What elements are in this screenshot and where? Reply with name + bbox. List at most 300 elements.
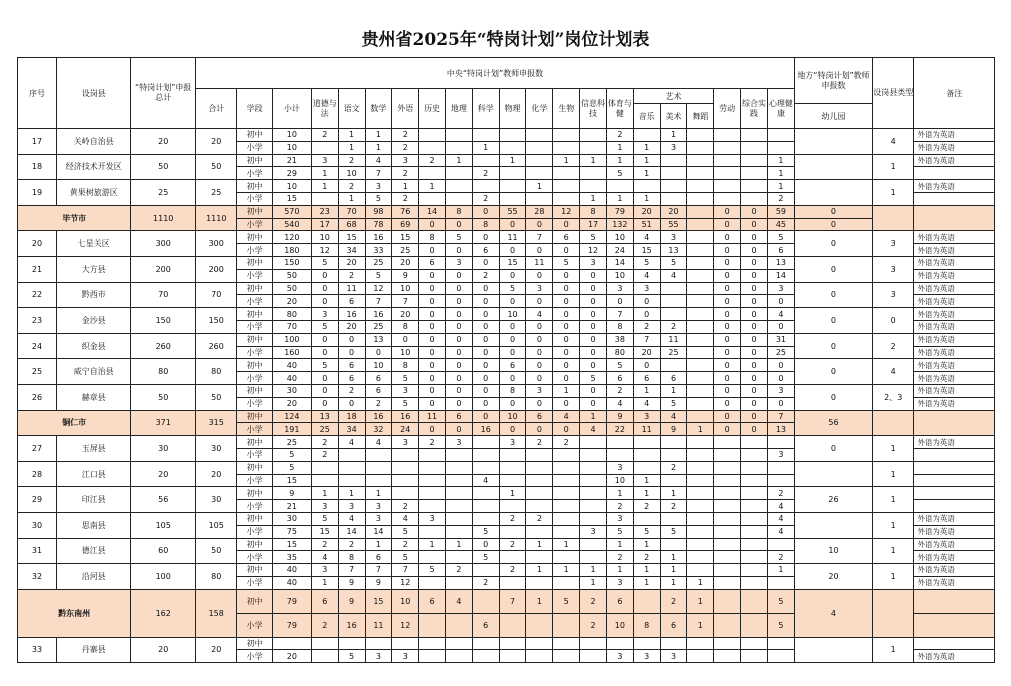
- plan-total: 20: [131, 129, 196, 155]
- central-total: 20: [196, 461, 237, 487]
- header-subject: 外语: [392, 89, 419, 129]
- value-cell: 25: [767, 346, 794, 359]
- value-cell: 33: [365, 244, 392, 257]
- value-cell: 2: [660, 500, 687, 513]
- value-cell: 6: [365, 372, 392, 385]
- value-cell: 70: [338, 205, 365, 218]
- county-name: 黄果树旅游区: [57, 180, 131, 206]
- value-cell: [687, 538, 714, 551]
- value-cell: [580, 650, 607, 663]
- value-cell: [553, 474, 580, 487]
- value-cell: 14: [365, 525, 392, 538]
- value-cell: [741, 637, 768, 650]
- value-cell: 15: [272, 538, 311, 551]
- value-cell: 0: [472, 359, 499, 372]
- value-cell: 15: [272, 474, 311, 487]
- table-row: [18, 180, 995, 193]
- county-type: 1: [872, 154, 913, 180]
- value-cell: 0: [311, 282, 338, 295]
- remark: 外语为英语: [914, 295, 995, 308]
- value-cell: 0: [553, 359, 580, 372]
- value-cell: 0: [553, 320, 580, 333]
- value-cell: 5: [633, 256, 660, 269]
- value-cell: 0: [553, 244, 580, 257]
- value-cell: 0: [445, 218, 472, 231]
- value-cell: 0: [419, 372, 446, 385]
- value-cell: 10: [338, 167, 365, 180]
- value-cell: 3: [606, 650, 633, 663]
- value-cell: 13: [365, 333, 392, 346]
- value-cell: 2: [553, 436, 580, 449]
- value-cell: [660, 308, 687, 321]
- value-cell: 11: [499, 231, 526, 244]
- value-cell: [687, 359, 714, 372]
- header-subject: 数学: [365, 89, 392, 129]
- value-cell: [526, 576, 553, 589]
- remark: 外语为英语: [914, 244, 995, 257]
- value-cell: 1: [633, 576, 660, 589]
- value-cell: 25: [365, 320, 392, 333]
- header-heji: 合计: [196, 89, 237, 129]
- value-cell: 2: [633, 551, 660, 564]
- value-cell: [472, 180, 499, 193]
- value-cell: 6: [419, 589, 446, 613]
- value-cell: 0: [767, 397, 794, 410]
- value-cell: 7: [365, 295, 392, 308]
- value-cell: [714, 487, 741, 500]
- value-cell: 0: [526, 372, 553, 385]
- value-cell: 6: [445, 410, 472, 423]
- row-seq: 24: [18, 333, 57, 359]
- value-cell: 3: [311, 564, 338, 577]
- header-subject: 化学: [526, 89, 553, 129]
- value-cell: 5: [311, 320, 338, 333]
- row-seq: 33: [18, 637, 57, 663]
- header-subject: 物理: [499, 89, 526, 129]
- value-cell: 80: [272, 308, 311, 321]
- value-cell: [445, 461, 472, 474]
- value-cell: 2: [660, 461, 687, 474]
- remark: 外语为英语: [914, 576, 995, 589]
- value-cell: 0: [445, 282, 472, 295]
- value-cell: [741, 474, 768, 487]
- value-cell: 0: [741, 372, 768, 385]
- value-cell: [553, 576, 580, 589]
- value-cell: [580, 487, 607, 500]
- value-cell: [580, 167, 607, 180]
- value-cell: 15: [392, 231, 419, 244]
- value-cell: 1: [580, 154, 607, 167]
- value-cell: 3: [365, 512, 392, 525]
- value-cell: [633, 436, 660, 449]
- value-cell: 15: [499, 256, 526, 269]
- value-cell: 30: [272, 384, 311, 397]
- value-cell: [445, 448, 472, 461]
- value-cell: 75: [272, 525, 311, 538]
- county-name: 经济技术开发区: [57, 154, 131, 180]
- value-cell: 12: [553, 205, 580, 218]
- value-cell: 4: [338, 436, 365, 449]
- value-cell: 0: [767, 372, 794, 385]
- value-cell: 2: [472, 167, 499, 180]
- value-cell: [687, 282, 714, 295]
- county-type: 1: [872, 637, 913, 663]
- value-cell: [499, 613, 526, 637]
- kindergarten-value: 0: [794, 436, 872, 462]
- value-cell: 3: [311, 154, 338, 167]
- remark: 外语为英语: [914, 256, 995, 269]
- value-cell: 5: [580, 372, 607, 385]
- value-cell: [445, 500, 472, 513]
- value-cell: 20: [392, 308, 419, 321]
- value-cell: [741, 512, 768, 525]
- value-cell: [472, 564, 499, 577]
- value-cell: 3: [660, 141, 687, 154]
- value-cell: 7: [365, 167, 392, 180]
- value-cell: 0: [741, 218, 768, 231]
- remark: 外语为英语: [914, 650, 995, 663]
- county-name: 七星关区: [57, 231, 131, 257]
- row-seq: 32: [18, 564, 57, 590]
- value-cell: 2: [660, 589, 687, 613]
- value-cell: 0: [714, 218, 741, 231]
- region-name: 毕节市: [18, 205, 131, 231]
- value-cell: 2: [767, 551, 794, 564]
- value-cell: [687, 129, 714, 142]
- value-cell: [472, 461, 499, 474]
- value-cell: 0: [714, 372, 741, 385]
- plan-total: 105: [131, 512, 196, 538]
- value-cell: 0: [472, 256, 499, 269]
- value-cell: 2: [499, 538, 526, 551]
- value-cell: 69: [392, 218, 419, 231]
- value-cell: 3: [392, 154, 419, 167]
- value-cell: 6: [338, 359, 365, 372]
- plan-total: 162: [131, 589, 196, 637]
- value-cell: 0: [526, 269, 553, 282]
- value-cell: 0: [526, 295, 553, 308]
- value-cell: 1: [365, 129, 392, 142]
- value-cell: 1: [311, 576, 338, 589]
- value-cell: 10: [606, 269, 633, 282]
- header-subject: 语文: [338, 89, 365, 129]
- county-type: 2、3: [872, 384, 913, 410]
- value-cell: [741, 487, 768, 500]
- value-cell: 2: [767, 487, 794, 500]
- value-cell: 7: [499, 589, 526, 613]
- value-cell: 0: [553, 269, 580, 282]
- value-cell: [419, 650, 446, 663]
- kindergarten-value: 0: [794, 218, 872, 231]
- header-subject: 信息科技: [580, 89, 607, 129]
- value-cell: [741, 154, 768, 167]
- value-cell: 20: [338, 256, 365, 269]
- kindergarten-value: 56: [794, 410, 872, 436]
- value-cell: [553, 129, 580, 142]
- value-cell: [741, 525, 768, 538]
- header-subject: 心理健康: [767, 89, 794, 129]
- subtotal-row: [18, 205, 995, 218]
- value-cell: [553, 448, 580, 461]
- value-cell: 1: [526, 180, 553, 193]
- county-type: 1: [872, 436, 913, 462]
- value-cell: 1: [660, 129, 687, 142]
- value-cell: [687, 244, 714, 257]
- stage-label: 初中: [237, 512, 272, 525]
- value-cell: 5: [553, 256, 580, 269]
- value-cell: 132: [606, 218, 633, 231]
- value-cell: 1: [767, 167, 794, 180]
- value-cell: 6: [338, 372, 365, 385]
- value-cell: 0: [714, 397, 741, 410]
- plan-total: 20: [131, 461, 196, 487]
- value-cell: 5: [392, 372, 419, 385]
- value-cell: 79: [272, 613, 311, 637]
- table-row: [18, 129, 995, 142]
- stage-label: 初中: [237, 384, 272, 397]
- value-cell: 0: [553, 397, 580, 410]
- value-cell: 13: [311, 410, 338, 423]
- kindergarten-value: 0: [794, 282, 872, 308]
- table-row: [18, 282, 995, 295]
- value-cell: [687, 637, 714, 650]
- value-cell: 40: [272, 372, 311, 385]
- value-cell: 0: [741, 295, 768, 308]
- stage-label: 小学: [237, 500, 272, 513]
- value-cell: [272, 637, 311, 650]
- remark: [914, 637, 995, 650]
- value-cell: [499, 141, 526, 154]
- value-cell: [714, 576, 741, 589]
- value-cell: 3: [633, 410, 660, 423]
- value-cell: 16: [338, 613, 365, 637]
- value-cell: 0: [741, 346, 768, 359]
- value-cell: 0: [580, 282, 607, 295]
- value-cell: [499, 474, 526, 487]
- value-cell: [526, 192, 553, 205]
- header-subject-art: 舞蹈: [687, 104, 714, 129]
- value-cell: 160: [272, 346, 311, 359]
- value-cell: 5: [767, 589, 794, 613]
- value-cell: 0: [714, 244, 741, 257]
- value-cell: [419, 551, 446, 564]
- value-cell: [499, 637, 526, 650]
- value-cell: 5: [419, 564, 446, 577]
- value-cell: [338, 461, 365, 474]
- value-cell: 0: [338, 346, 365, 359]
- value-cell: [445, 474, 472, 487]
- value-cell: 1: [633, 564, 660, 577]
- stage-label: 小学: [237, 576, 272, 589]
- value-cell: 3: [660, 650, 687, 663]
- value-cell: 10: [272, 141, 311, 154]
- value-cell: 1: [767, 180, 794, 193]
- value-cell: 24: [606, 244, 633, 257]
- value-cell: [526, 551, 553, 564]
- value-cell: [419, 525, 446, 538]
- remark: 外语为英语: [914, 359, 995, 372]
- value-cell: [660, 295, 687, 308]
- row-seq: 18: [18, 154, 57, 180]
- value-cell: 0: [445, 423, 472, 436]
- value-cell: 5: [311, 256, 338, 269]
- value-cell: [660, 180, 687, 193]
- value-cell: 0: [553, 295, 580, 308]
- kindergarten-value: [794, 512, 872, 538]
- value-cell: [445, 650, 472, 663]
- county-type: [872, 589, 913, 637]
- county-name: 威宁自治县: [57, 359, 131, 385]
- value-cell: 0: [633, 359, 660, 372]
- value-cell: [526, 525, 553, 538]
- value-cell: [606, 637, 633, 650]
- central-total: 50: [196, 384, 237, 410]
- value-cell: 6: [499, 359, 526, 372]
- value-cell: 5: [660, 256, 687, 269]
- value-cell: [687, 474, 714, 487]
- value-cell: [580, 551, 607, 564]
- value-cell: [419, 487, 446, 500]
- county-name: 金沙县: [57, 308, 131, 334]
- value-cell: [714, 525, 741, 538]
- value-cell: [687, 231, 714, 244]
- kindergarten-value: [794, 180, 872, 206]
- stage-label: 初中: [237, 538, 272, 551]
- value-cell: 0: [419, 282, 446, 295]
- value-cell: 1: [633, 538, 660, 551]
- value-cell: 2: [660, 320, 687, 333]
- value-cell: 0: [553, 423, 580, 436]
- value-cell: 1: [526, 564, 553, 577]
- value-cell: 20: [633, 346, 660, 359]
- value-cell: [553, 487, 580, 500]
- value-cell: [419, 474, 446, 487]
- value-cell: [633, 448, 660, 461]
- value-cell: [687, 167, 714, 180]
- value-cell: 79: [272, 589, 311, 613]
- value-cell: 1: [365, 487, 392, 500]
- value-cell: [741, 129, 768, 142]
- value-cell: 4: [633, 269, 660, 282]
- value-cell: 2: [633, 500, 660, 513]
- value-cell: 0: [472, 346, 499, 359]
- stage-label: 小学: [237, 218, 272, 231]
- value-cell: [714, 551, 741, 564]
- kindergarten-value: 4: [794, 589, 872, 637]
- plan-total: 25: [131, 180, 196, 206]
- central-total: 80: [196, 564, 237, 590]
- value-cell: [445, 129, 472, 142]
- value-cell: [311, 192, 338, 205]
- value-cell: [445, 613, 472, 637]
- value-cell: 1: [553, 154, 580, 167]
- value-cell: 1: [338, 487, 365, 500]
- value-cell: 10: [272, 129, 311, 142]
- row-seq: 23: [18, 308, 57, 334]
- value-cell: [311, 637, 338, 650]
- region-name: 铜仁市: [18, 410, 131, 436]
- value-cell: 16: [365, 231, 392, 244]
- value-cell: 9: [365, 576, 392, 589]
- value-cell: 0: [445, 359, 472, 372]
- value-cell: 1: [499, 487, 526, 500]
- value-cell: 0: [741, 397, 768, 410]
- county-type: 0: [872, 308, 913, 334]
- kindergarten-value: 20: [794, 564, 872, 590]
- value-cell: 3: [365, 180, 392, 193]
- value-cell: 0: [553, 333, 580, 346]
- value-cell: [714, 613, 741, 637]
- value-cell: 2: [445, 564, 472, 577]
- value-cell: 2: [392, 167, 419, 180]
- value-cell: 1: [419, 538, 446, 551]
- value-cell: 1: [499, 154, 526, 167]
- value-cell: 2: [311, 436, 338, 449]
- value-cell: [687, 192, 714, 205]
- value-cell: [767, 436, 794, 449]
- value-cell: 0: [472, 320, 499, 333]
- table-row: [18, 384, 995, 397]
- subtotal-row: [18, 410, 995, 423]
- value-cell: 0: [526, 423, 553, 436]
- value-cell: [580, 129, 607, 142]
- value-cell: [365, 474, 392, 487]
- plan-total: 70: [131, 282, 196, 308]
- central-total: 260: [196, 333, 237, 359]
- value-cell: [687, 487, 714, 500]
- value-cell: 8: [633, 613, 660, 637]
- value-cell: 40: [272, 359, 311, 372]
- value-cell: [472, 436, 499, 449]
- value-cell: 1: [687, 423, 714, 436]
- value-cell: 11: [365, 613, 392, 637]
- value-cell: 2: [392, 129, 419, 142]
- stage-label: 小学: [237, 346, 272, 359]
- table-row: [18, 461, 995, 474]
- value-cell: 2: [311, 538, 338, 551]
- value-cell: 4: [392, 512, 419, 525]
- value-cell: [687, 410, 714, 423]
- value-cell: 10: [499, 410, 526, 423]
- kindergarten-value: 0: [794, 333, 872, 359]
- value-cell: [311, 474, 338, 487]
- value-cell: [687, 564, 714, 577]
- value-cell: 0: [419, 384, 446, 397]
- value-cell: 1: [606, 538, 633, 551]
- value-cell: [526, 141, 553, 154]
- value-cell: 12: [392, 613, 419, 637]
- value-cell: 100: [272, 333, 311, 346]
- value-cell: [445, 576, 472, 589]
- value-cell: [687, 256, 714, 269]
- value-cell: [687, 397, 714, 410]
- value-cell: 0: [472, 205, 499, 218]
- value-cell: 0: [526, 359, 553, 372]
- value-cell: [741, 564, 768, 577]
- value-cell: 2: [472, 576, 499, 589]
- value-cell: 15: [338, 231, 365, 244]
- value-cell: [526, 613, 553, 637]
- value-cell: [741, 167, 768, 180]
- value-cell: 12: [311, 244, 338, 257]
- value-cell: 8: [392, 320, 419, 333]
- value-cell: [767, 461, 794, 474]
- plan-total: 100: [131, 564, 196, 590]
- value-cell: 40: [272, 576, 311, 589]
- value-cell: [419, 637, 446, 650]
- value-cell: 24: [392, 423, 419, 436]
- header-subject: 道德与法: [311, 89, 338, 129]
